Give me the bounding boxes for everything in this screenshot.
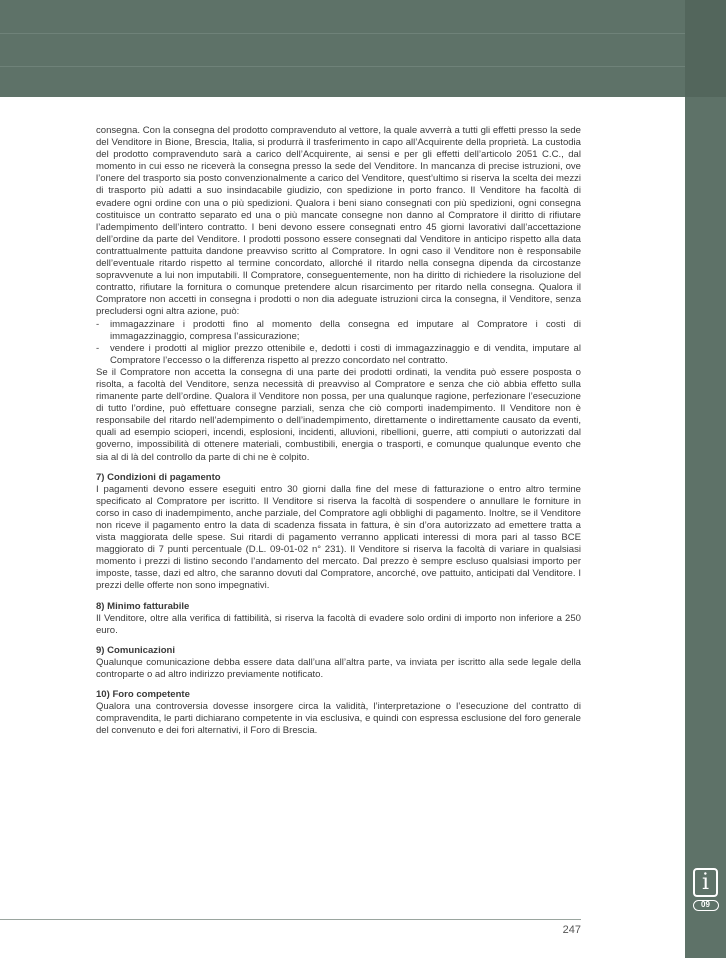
delivery-closing-paragraph: Se il Compratore non accetta la consegna di una parte dei prodotti ordinati, la vendita può essere posposta o risolta, a facoltà del Venditore, senza necessità di preavviso al Compratore e senza che ciò abbia effetto sulla rimanente parte dell’ordine. Qualora il Venditore non possa, per una qualunque ragione, perfezionare l’esecuzione di tutto l’ordine, può effettuare consegne parziali, senza che ciò comporti inadempimento. Il Venditore non è responsabile del ritardo nell’adempimento o dell’inadempimento, direttamente o indirettamente causato da eventi, quali ad esempio scioperi, incendi, esplosioni, incidenti, alluvioni, ribellioni, guerre, atti compiuti o autorizzati dal governo, impossibilità di ottenere materiali, combustibili, energia o trasporti, e comunque qualunque evento che sia al di là del controllo da parte di chi ne è colpito. bbox=[96, 366, 581, 463]
delivery-paragraph: consegna. Con la consegna del prodotto compravenduto al vettore, la quale avverrà a tutti gli effetti presso la sede del Venditore in Bione, Brescia, Italia, si produrrà il trasferimento in capo all’Acquirente della proprietà. La custodia del prodotto compravenduto sarà a carico dell’Acquirente, ai sensi e per gli effetti dell’articolo 2051 C.C., dal momento in cui esso ne riceverà la consegna presso la sede del Venditore. In mancanza di precise istruzioni, ove l’onere del trasporto sia posto convenzionalmente a carico del Venditore, quest’ultimo si riserva la scelta dei mezzi di trasporto più adatti a suo insindacabile giudizio, con spedizione in porto franco. Il Venditore ha facoltà di evadere ogni ordine con una o più spedizioni. Qualora i beni siano consegnati con più spedizioni, ogni consegna costituisce un contratto separato ed una o più mancate consegne non danno al Compratore il diritto di rifiutare l’adempimento dell’intero contratto. I beni devono essere consegnati entro 45 giorni lavorativi dall’accettazione dell’ordine da parte del Venditore. I prodotti possono essere consegnati dal Venditore in anticipo rispetto alla data contrattualmente pattuita dandone preavviso scritto al Compratore. In ogni caso il Venditore non è responsabile dell’eventuale ritardo rispetto al termine concordato, allorché il ritardo nella consegna dipenda da circostanze sopravvenute a lui non imputabili. Il Compratore, conseguentemente, non ha diritto di richiedere la risoluzione del contratto, rifiutare la fornitura o comunque pretendere alcun risarcimento per ritardo nella consegna. Qualora il Compratore non accetti in consegna i prodotti o non dia adeguate istruzioni circa la consegna, il Venditore, senza precludersi ogni altra azione, può: bbox=[96, 125, 581, 318]
section-body: Il Venditore, oltre alla verifica di fattibilità, si riserva la facoltà di evadere solo ordini di importo non inferiore a 250 euro. bbox=[96, 612, 581, 636]
section-heading: 7) Condizioni di pagamento bbox=[96, 471, 221, 483]
footer-divider bbox=[0, 919, 581, 920]
chapter-number-badge: 09 bbox=[693, 900, 719, 911]
section-heading: 9) Comunicazioni bbox=[96, 644, 176, 656]
section-communications bbox=[96, 645, 581, 681]
header-stripe bbox=[0, 33, 685, 34]
section-body: Qualunque comunicazione debba essere data dall’una all’altra parte, va inviata per iscritto alla sede legale della controparte o ad altro indirizzo previamente notificato. bbox=[96, 656, 581, 681]
section-payment-terms bbox=[96, 472, 581, 593]
chapter-tab[interactable] bbox=[690, 868, 721, 911]
info-icon: i bbox=[693, 868, 718, 897]
section-jurisdiction bbox=[96, 689, 581, 737]
header-stripe bbox=[0, 66, 685, 67]
section-body: I pagamenti devono essere eseguiti entro 30 giorni dalla fine del mese di fatturazione o entro altro termine specificato al Compratore per iscritto. Il Venditore si riserva la facoltà di sospendere o annullare le forniture in corso in caso di inadempimento, anche parziale, del Compratore agli obblighi di pagamento. Inoltre, se il Venditore non riceve il pagamento entro la data di scadenza fissata in fattura, è sin d’ora autorizzato ad emettere tratta a vista maggiorata delle spese. Sui ritardi di pagamento verranno applicati interessi di mora pari al tasso BCE maggiorato di 7 punti percentuale (D.L. 09-01-02 n° 231). Il Venditore si riserva la facoltà di variare in qualsiasi momento i prezzi di listino secondo l’andamento del mercato. Dal prezzo è sempre escluso qualsiasi importo per imposte, tasse, dazi ed altro, che saranno dovuti dal Compratore, ancorché, ove pattuito, anticipati dal Venditore. I prezzi delle offerte non sono impegnativi. bbox=[96, 483, 581, 592]
section-heading: 10) Foro competente bbox=[96, 689, 190, 701]
sidebar-top-shade bbox=[685, 0, 726, 97]
terms-content bbox=[96, 125, 581, 738]
header-band bbox=[0, 0, 685, 97]
section-body: Qualora una controversia dovesse insorgere circa la validità, l’interpretazione o l’esecuzione del contratto di compravendita, le parti dichiarano competente in via esclusiva, e quindi con espressa esclusione del foro generale del convenuto e dei fori alternativi, il Foro di Brescia. bbox=[96, 701, 581, 737]
option-list bbox=[96, 319, 581, 367]
section-heading: 8) Minimo fatturabile bbox=[96, 600, 190, 612]
list-item: - vendere i prodotti al miglior prezzo ottenibile e, dedotti i costi di immagazzinaggio e di vendita, imputare al Compratore l’eccesso o la differenza rispetto al prezzo concordato nel contratto. bbox=[96, 343, 581, 367]
list-item: - immagazzinare i prodotti fino al momento della consegna ed imputare al Compratore i costi di immagazzinaggio, compresa l’assicurazione; bbox=[96, 319, 581, 343]
page-number: 247 bbox=[562, 924, 581, 936]
chapter-sidebar bbox=[685, 0, 726, 958]
section-minimum-invoice bbox=[96, 601, 581, 637]
